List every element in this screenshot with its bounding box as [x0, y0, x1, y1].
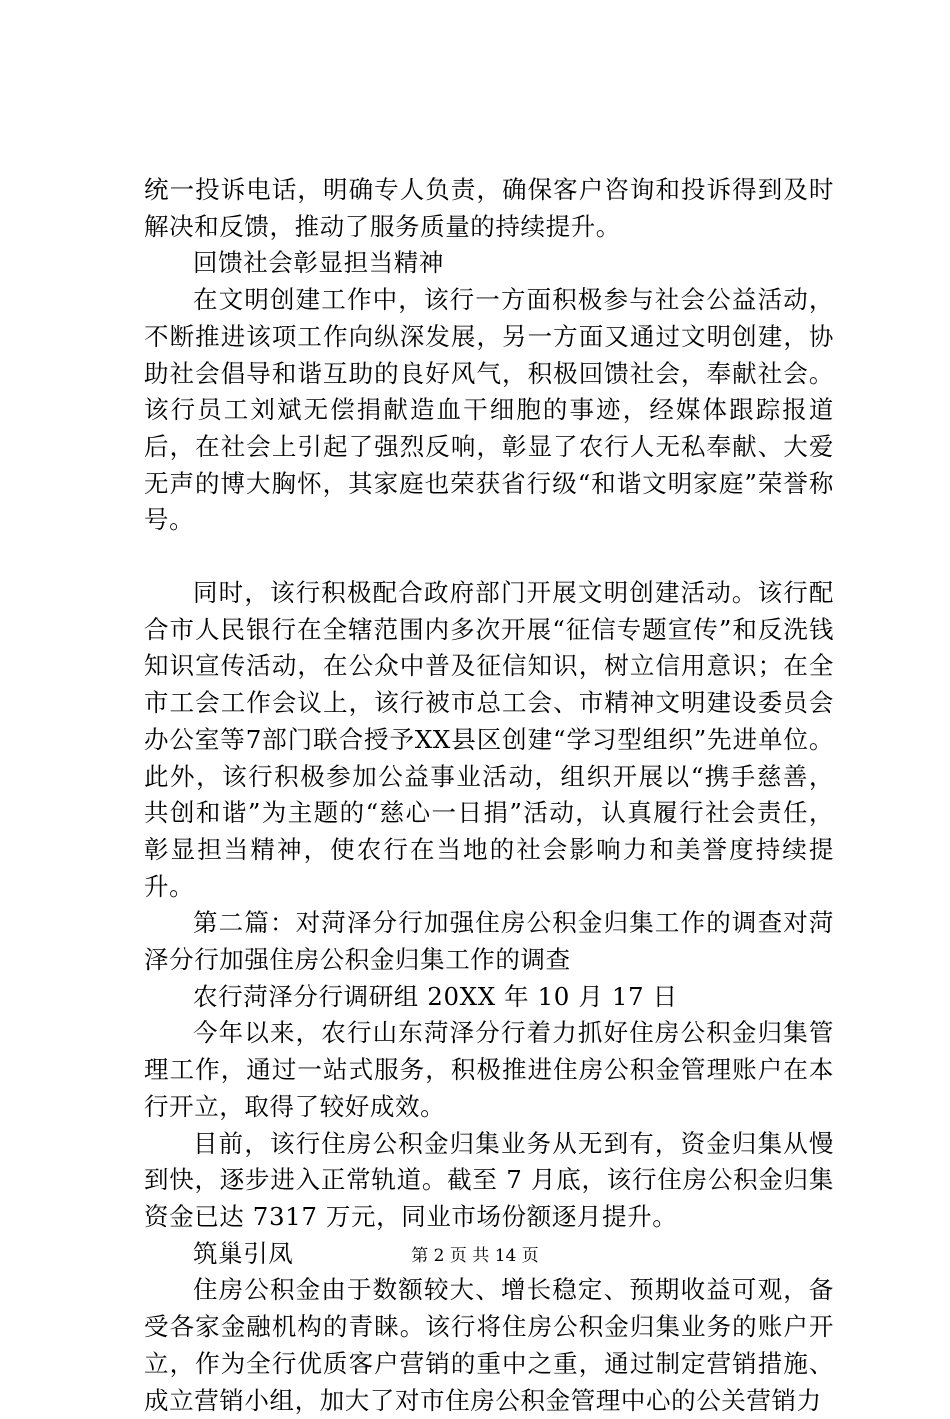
- paragraph-7: 今年以来，农行山东菏泽分行着力抓好住房公积金归集管理工作，通过一站式服务，积极推进住房公积金管理账户在本行开立，取得了较好成效。: [144, 1018, 834, 1121]
- section-heading-social: 回馈社会彰显担当精神: [193, 248, 444, 278]
- section-heading-nest: 筑巢引凤: [193, 1238, 294, 1268]
- paragraph-4: 同时，该行积极配合政府部门开展文明创建活动。该行配合市人民银行在全辖范围内多次开展“征信专题宣传”和反洗钱知识宣传活动，在公众中普及征信知识，树立信用意识；在全市工会工作会议上，该行被市总工会、市精神文明建设委员会办公室等7部门联合授予XX县区创建“学习型组织”先进单位。此外，该行积极参加公益事业活动，组织开展以“携手慈善，共创和谐”为主题的“慈心一日捐”活动，认真履行社会责任，彰显担当精神，使农行在当地的社会影响力和美誉度持续提升。: [144, 578, 834, 901]
- paragraph-1: 统一投诉电话，明确专人负责，确保客户咨询和投诉得到及时解决和反馈，推动了服务质量的持续提升。: [144, 175, 834, 241]
- document-body: [144, 172, 834, 1419]
- paragraph-8: 目前，该行住房公积金归集业务从无到有，资金归集从慢到快，逐步进入正常轨道。截至 7 月底，该行住房公积金归集资金已达 7317 万元，同业市场份额逐月提升。: [144, 1128, 834, 1231]
- article-byline: 农行菏泽分行调研组 20XX 年 10 月 17 日: [193, 981, 678, 1011]
- article-title: 第二篇：对菏泽分行加强住房公积金归集工作的调查对菏泽分行加强住房公积金归集工作的调查: [144, 908, 834, 975]
- page-number: 第 2 页 共 14 页: [411, 1246, 539, 1266]
- page-footer: [0, 1244, 950, 1268]
- paragraph-10: 住房公积金由于数额较大、增长稳定、预期收益可观，备受各家金融机构的青睐。该行将住房公积金归集业务的账户开立，作为全行优质客户营销的重中之重，通过制定营销措施、成立营销小组，加大了对市住房公积金管理中心的公关营销力: [144, 1275, 834, 1415]
- paragraph-3: 在文明创建工作中，该行一方面积极参与社会公益活动，不断推进该项工作向纵深发展，另一方面又通过文明创建，协助社会倡导和谐互助的良好风气，积极回馈社会，奉献社会。该行员工刘斌无偿捐献造血干细胞的事迹，经媒体跟踪报道后，在社会上引起了强烈反响，彰显了农行人无私奉献、大爱无声的博大胸怀，其家庭也荣获省行级“和谐文明家庭”荣誉称号。: [144, 285, 834, 535]
